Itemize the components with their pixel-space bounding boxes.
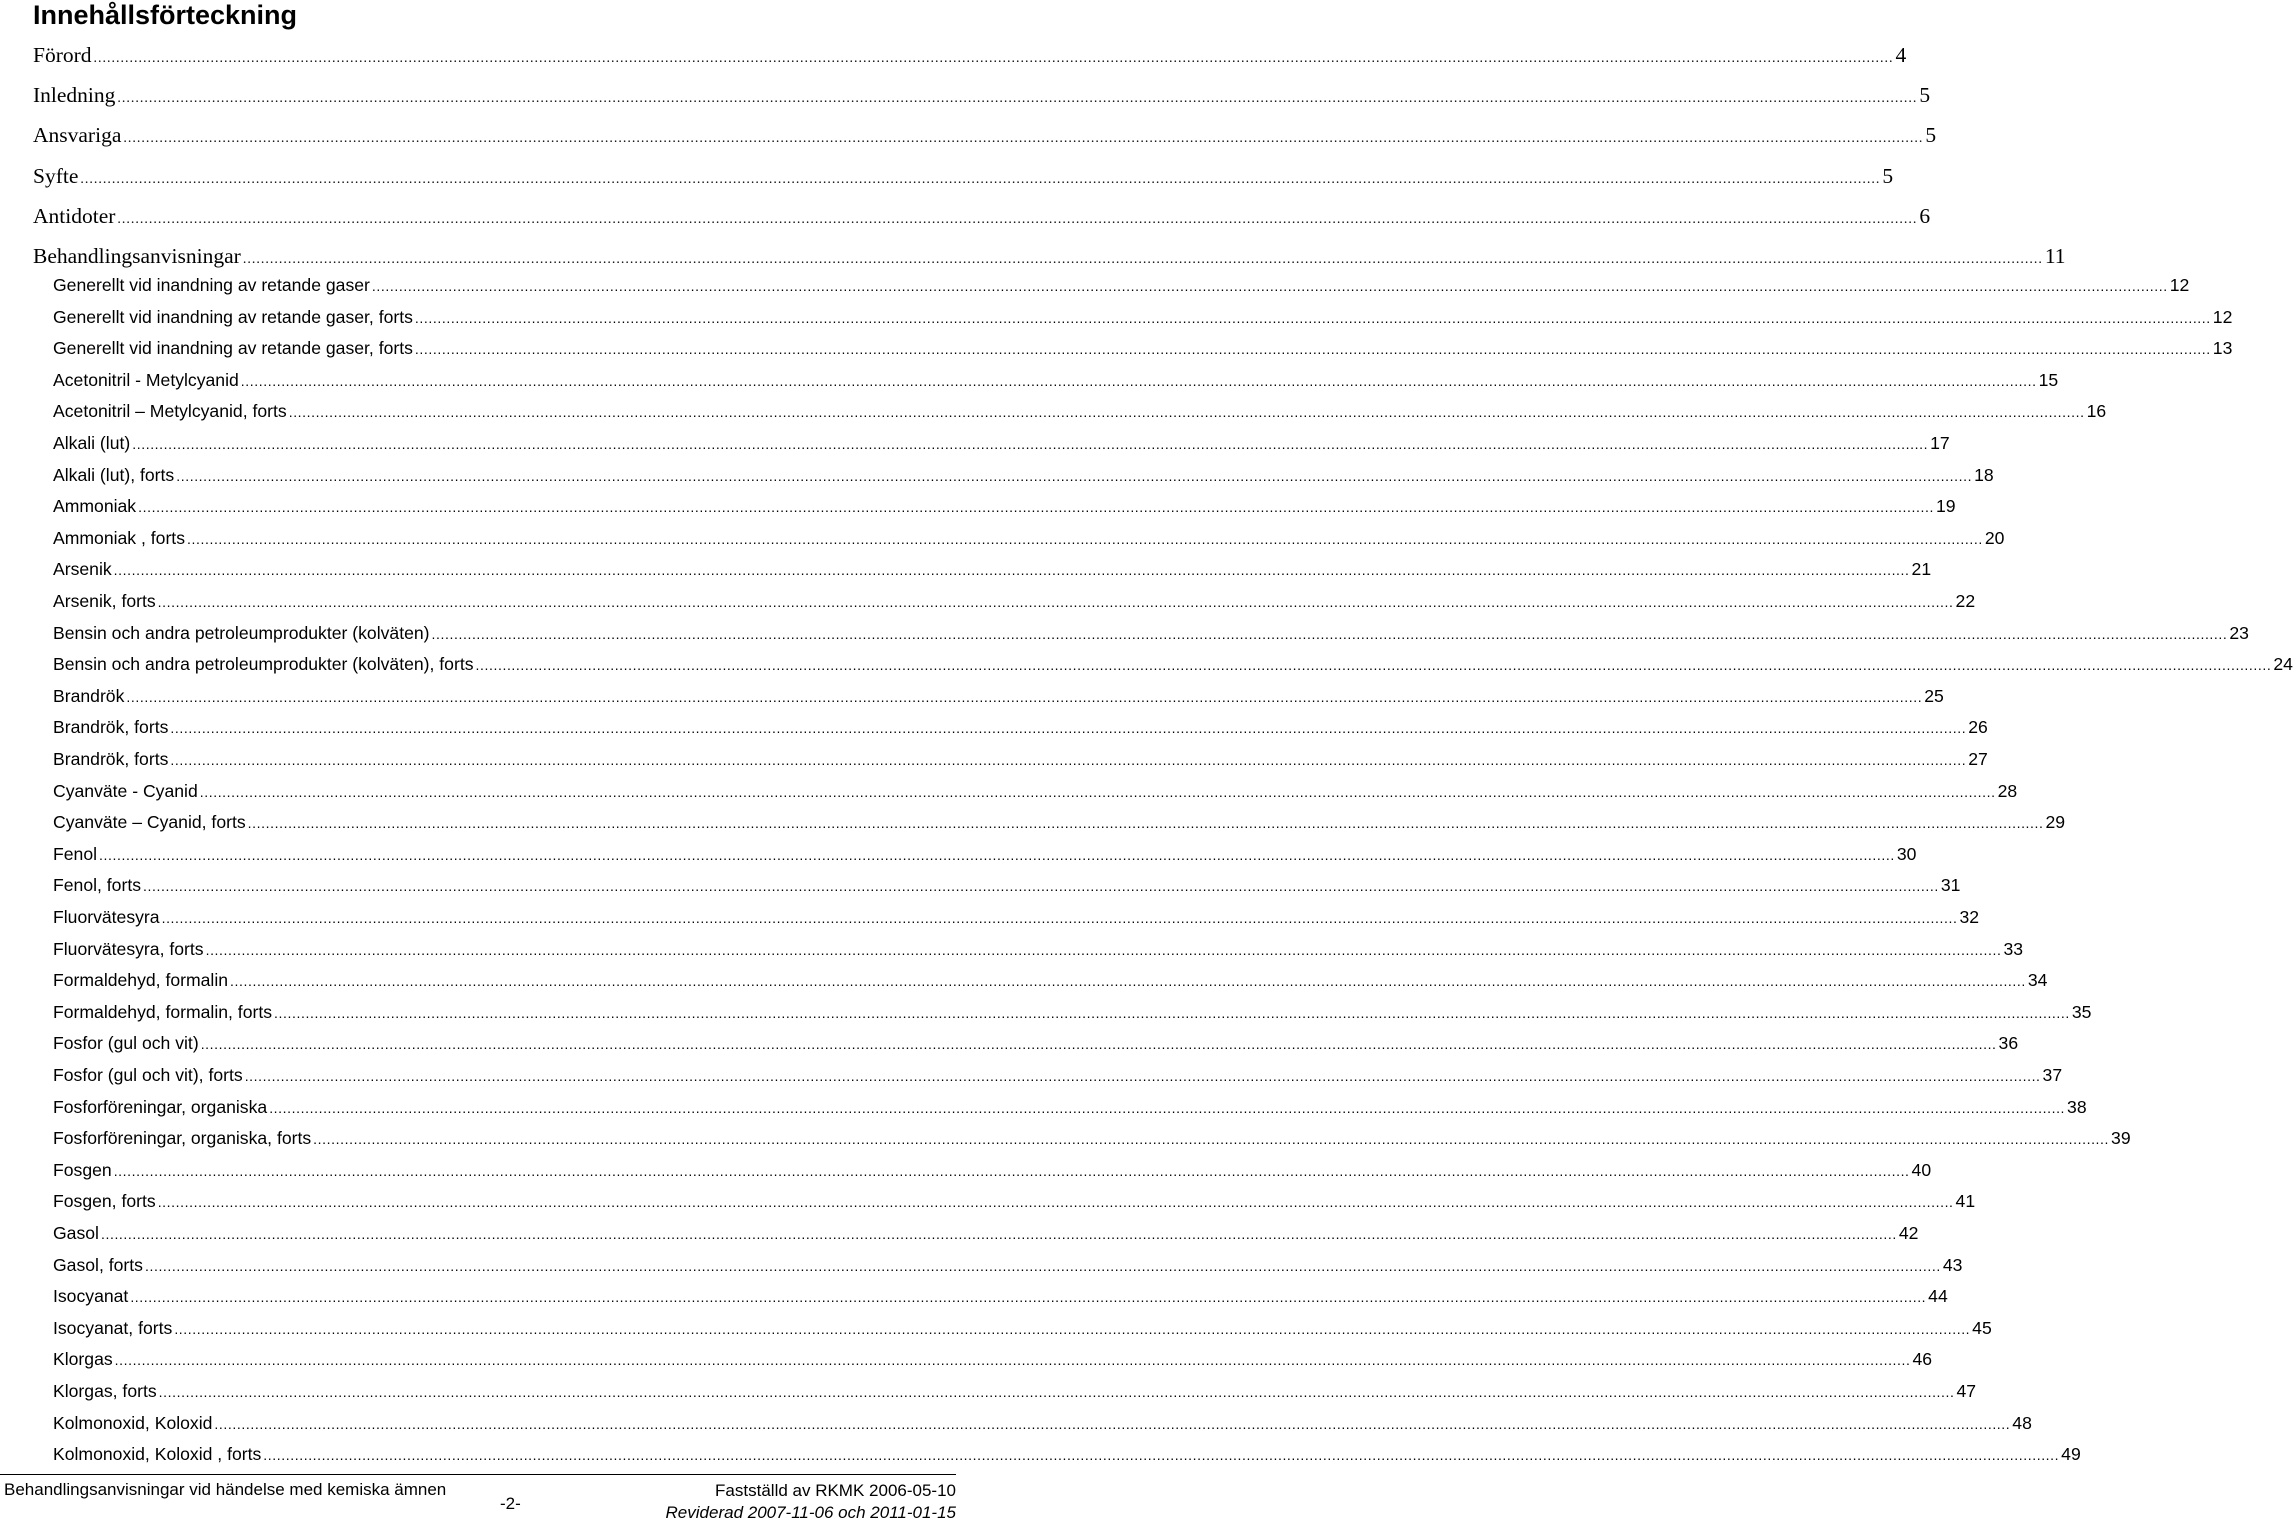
toc-entry[interactable] xyxy=(53,747,1988,771)
toc-entry[interactable] xyxy=(53,1031,2019,1055)
toc-dot-leader: ................................................................................................................................................................................................................................................................................................................................................................................................................ xyxy=(80,171,1881,187)
toc-entry-title: Alkali (lut), forts xyxy=(53,464,175,485)
toc-entry-title: Kolmonoxid, Koloxid xyxy=(53,1412,213,1433)
toc-entry-page: 39 xyxy=(2111,1128,2131,1149)
toc-entry[interactable] xyxy=(53,842,1917,866)
toc-entry[interactable] xyxy=(53,336,2233,360)
toc-entry-title: Bensin och andra petroleumprodukter (kolväten), forts xyxy=(53,654,474,675)
toc-dot-leader: ................................................................................................................................................................................................................................................................................................................................................................................................................ xyxy=(117,211,1918,227)
footer-divider xyxy=(0,1474,956,1475)
toc-entry[interactable] xyxy=(53,431,1950,455)
toc-entry-page: 24 xyxy=(2273,654,2293,675)
toc-entry-page: 11 xyxy=(2044,244,2066,268)
toc-entry-title: Generellt vid inandning av retande gaser xyxy=(53,275,370,295)
toc-entry[interactable] xyxy=(53,779,2018,803)
toc-entry-title: Fosgen xyxy=(53,1159,112,1180)
toc-entry-page: 41 xyxy=(1955,1191,1976,1212)
toc-entry[interactable] xyxy=(53,1411,2032,1435)
toc-dot-leader: ................................................................................................................................................................................................................................................................................................................................................................................................................ xyxy=(288,404,2085,421)
toc-entry-title: Fluorvätesyra, forts xyxy=(53,938,204,959)
toc-dot-leader: ................................................................................................................................................................................................................................................................................................................................................................................................................ xyxy=(247,815,2044,832)
toc-entry-title: Arsenik, forts xyxy=(53,591,156,611)
toc-entry-page: 40 xyxy=(1911,1159,1932,1180)
toc-entry-title: Bensin och andra petroleumprodukter (kolväten) xyxy=(53,622,430,643)
toc-entry-title: Alkali (lut) xyxy=(53,433,131,453)
toc-entry[interactable] xyxy=(33,120,1937,150)
toc-entry-page: 44 xyxy=(1928,1286,1948,1307)
toc-entry-page: 31 xyxy=(1940,875,1961,896)
toc-dot-leader: ................................................................................................................................................................................................................................................................................................................................................................................................................ xyxy=(200,1036,1997,1053)
toc-entry-page: 29 xyxy=(2045,812,2066,833)
toc-dot-leader: ................................................................................................................................................................................................................................................................................................................................................................................................................ xyxy=(117,91,1918,107)
footer-established-date: Fastställd av RKMK 2006-05-10 xyxy=(715,1481,956,1500)
toc-entry-page: 42 xyxy=(1898,1223,1919,1243)
toc-entry-title: Isocyanat, forts xyxy=(53,1317,173,1338)
toc-entry-page: 32 xyxy=(1959,907,1980,927)
toc-entry[interactable] xyxy=(53,273,2190,297)
toc-dot-leader: ................................................................................................................................................................................................................................................................................................................................................................................................................ xyxy=(123,131,1924,147)
toc-entry-title: Fenol, forts xyxy=(53,875,142,896)
toc-dot-leader: ................................................................................................................................................................................................................................................................................................................................................................................................................ xyxy=(414,341,2211,358)
toc-entry-page: 5 xyxy=(1919,83,1931,108)
toc-entry[interactable] xyxy=(53,1316,1992,1340)
toc-entry[interactable] xyxy=(33,201,1931,231)
toc-entry-page: 30 xyxy=(1896,843,1917,864)
toc-dot-leader: ................................................................................................................................................................................................................................................................................................................................................................................................................ xyxy=(431,625,2228,642)
toc-entry-page: 27 xyxy=(1968,749,1988,769)
page-title: Innehållsförteckning xyxy=(33,0,298,30)
toc-dot-leader: ................................................................................................................................................................................................................................................................................................................................................................................................................ xyxy=(100,1226,1897,1242)
toc-dot-leader: ................................................................................................................................................................................................................................................................................................................................................................................................................ xyxy=(274,1004,2070,1021)
toc-dot-leader: ................................................................................................................................................................................................................................................................................................................................................................................................................ xyxy=(187,530,1983,547)
toc-dot-leader: ................................................................................................................................................................................................................................................................................................................................................................................................................ xyxy=(313,1131,2110,1148)
toc-entry-page: 22 xyxy=(1955,591,1976,611)
toc-entry[interactable] xyxy=(53,1158,1932,1182)
toc-entry-title: Gasol xyxy=(53,1223,99,1243)
toc-dot-leader: ................................................................................................................................................................................................................................................................................................................................................................................................................ xyxy=(414,309,2211,326)
toc-entry[interactable] xyxy=(33,241,2066,271)
toc-dot-leader: ................................................................................................................................................................................................................................................................................................................................................................................................................ xyxy=(214,1415,2011,1432)
toc-entry-title: Antidoter xyxy=(33,203,116,228)
toc-entry-title: Fluorvätesyra xyxy=(53,907,160,927)
toc-dot-leader: ................................................................................................................................................................................................................................................................................................................................................................................................................ xyxy=(130,1289,1927,1306)
toc-entry-title: Acetonitril – Metylcyanid, forts xyxy=(53,401,287,422)
toc-entry-title: Klorgas, forts xyxy=(53,1381,157,1401)
toc-dot-leader: ................................................................................................................................................................................................................................................................................................................................................................................................................ xyxy=(475,657,2272,674)
toc-entry-title: Cyanväte – Cyanid, forts xyxy=(53,812,246,833)
toc-entry-page: 28 xyxy=(1997,780,2018,801)
toc-dot-leader: ................................................................................................................................................................................................................................................................................................................................................................................................................ xyxy=(240,372,2037,389)
toc-dot-leader: ................................................................................................................................................................................................................................................................................................................................................................................................................ xyxy=(242,252,2043,267)
toc-dot-leader: ................................................................................................................................................................................................................................................................................................................................................................................................................ xyxy=(158,1384,1955,1400)
toc-dot-leader: ................................................................................................................................................................................................................................................................................................................................................................................................................ xyxy=(170,752,1967,768)
toc-entry[interactable] xyxy=(53,399,2107,423)
toc-entry-page: 19 xyxy=(1935,496,1956,517)
toc-dot-leader: ................................................................................................................................................................................................................................................................................................................................................................................................................ xyxy=(113,562,1910,579)
toc-entry-title: Generellt vid inandning av retande gaser, forts xyxy=(53,338,413,359)
toc-dot-leader: ................................................................................................................................................................................................................................................................................................................................................................................................................ xyxy=(144,1257,1941,1274)
toc-entry-title: Fenol xyxy=(53,843,98,864)
toc-entry[interactable] xyxy=(53,652,2293,676)
toc-entry-title: Gasol, forts xyxy=(53,1254,143,1275)
toc-entry[interactable] xyxy=(33,161,1894,191)
toc-entry[interactable] xyxy=(53,1189,1976,1213)
toc-entry-title: Brandrök xyxy=(53,685,125,706)
toc-dot-leader: ................................................................................................................................................................................................................................................................................................................................................................................................................ xyxy=(99,846,1895,863)
toc-entry-page: 21 xyxy=(1911,559,1932,580)
toc-dot-leader: ................................................................................................................................................................................................................................................................................................................................................................................................................ xyxy=(132,436,1929,452)
toc-entry[interactable] xyxy=(53,1442,2081,1466)
toc-entry[interactable] xyxy=(53,557,1932,581)
toc-dot-leader: ................................................................................................................................................................................................................................................................................................................................................................................................................ xyxy=(174,1320,1971,1337)
toc-entry-page: 46 xyxy=(1912,1349,1933,1370)
toc-entry-page: 5 xyxy=(1925,123,1937,148)
toc-dot-leader: ................................................................................................................................................................................................................................................................................................................................................................................................................ xyxy=(230,973,2026,990)
toc-entry[interactable] xyxy=(53,810,2066,834)
footer-page-number: -2- xyxy=(500,1494,521,1513)
toc-entry-page: 48 xyxy=(2012,1412,2032,1433)
toc-entry-page: 38 xyxy=(2067,1096,2087,1117)
toc-entry[interactable] xyxy=(53,494,1956,518)
footer-revision-info xyxy=(666,1480,956,1524)
toc-entry[interactable] xyxy=(53,968,2048,992)
toc-dot-leader: ................................................................................................................................................................................................................................................................................................................................................................................................................ xyxy=(157,1194,1954,1211)
toc-entry-page: 35 xyxy=(2071,1001,2092,1022)
toc-entry[interactable] xyxy=(53,684,1944,708)
toc-entry-page: 17 xyxy=(1930,433,1950,453)
toc-dot-leader: ................................................................................................................................................................................................................................................................................................................................................................................................................ xyxy=(138,499,1934,516)
toc-entry[interactable] xyxy=(53,937,2024,961)
toc-entry[interactable] xyxy=(53,1095,2087,1119)
toc-entry-title: Fosgen, forts xyxy=(53,1191,156,1212)
footer-revised-date: Reviderad 2007-11-06 och 2011-01-15 xyxy=(665,1503,956,1522)
toc-entry-title: Ammoniak , forts xyxy=(53,527,185,548)
toc-entry[interactable] xyxy=(53,368,2059,392)
toc-entry-page: 20 xyxy=(1984,527,2005,548)
toc-entry-page: 13 xyxy=(2212,338,2233,359)
toc-entry[interactable] xyxy=(53,715,1988,739)
toc-dot-leader: ................................................................................................................................................................................................................................................................................................................................................................................................................ xyxy=(199,783,1996,800)
toc-entry[interactable] xyxy=(33,40,1907,70)
toc-entry-page: 16 xyxy=(2086,401,2107,422)
toc-entry-page: 34 xyxy=(2027,970,2048,991)
toc-entry-page: 23 xyxy=(2229,622,2249,643)
toc-dot-leader: ................................................................................................................................................................................................................................................................................................................................................................................................................ xyxy=(113,1162,1910,1179)
toc-entry-page: 26 xyxy=(1968,717,1988,738)
toc-entry-title: Fosfor (gul och vit) xyxy=(53,1033,199,1054)
toc-entry[interactable] xyxy=(53,526,2005,550)
toc-entry-page: 18 xyxy=(1974,464,1994,485)
toc-entry-page: 25 xyxy=(1924,685,1944,706)
toc-dot-leader: ................................................................................................................................................................................................................................................................................................................................................................................................................ xyxy=(161,910,1958,926)
toc-entry[interactable] xyxy=(53,1347,1933,1371)
toc-entry[interactable] xyxy=(53,1221,1919,1245)
toc-entry-page: 47 xyxy=(1956,1381,1977,1401)
toc-entry-page: 37 xyxy=(2042,1065,2063,1085)
toc-dot-leader: ................................................................................................................................................................................................................................................................................................................................................................................................................ xyxy=(143,878,1939,895)
toc-entry-title: Behandlingsanvisningar xyxy=(33,244,241,268)
toc-entry[interactable] xyxy=(53,463,1994,487)
toc-entry[interactable] xyxy=(53,1126,2131,1150)
toc-dot-leader: ................................................................................................................................................................................................................................................................................................................................................................................................................ xyxy=(244,1068,2041,1084)
toc-entry-title: Fosfor (gul och vit), forts xyxy=(53,1065,243,1085)
toc-entry-page: 43 xyxy=(1942,1254,1963,1275)
toc-dot-leader: ................................................................................................................................................................................................................................................................................................................................................................................................................ xyxy=(93,51,1894,66)
toc-entry-title: Acetonitril - Metylcyanid xyxy=(53,369,239,390)
toc-entry-title: Syfte xyxy=(33,163,79,188)
toc-dot-leader: ................................................................................................................................................................................................................................................................................................................................................................................................................ xyxy=(170,720,1967,737)
toc-entry-page: 5 xyxy=(1882,163,1894,188)
toc-entry-title: Arsenik xyxy=(53,559,112,580)
toc-entry-page: 12 xyxy=(2212,306,2233,327)
toc-entry-title: Förord xyxy=(33,43,92,67)
toc-entry[interactable] xyxy=(53,1379,1977,1403)
toc-dot-leader: ................................................................................................................................................................................................................................................................................................................................................................................................................ xyxy=(205,941,2002,958)
toc-entry-title: Cyanväte - Cyanid xyxy=(53,780,198,801)
toc-entry-title: Isocyanat xyxy=(53,1286,129,1307)
toc-entry-page: 33 xyxy=(2003,938,2024,959)
toc-dot-leader: ................................................................................................................................................................................................................................................................................................................................................................................................................ xyxy=(269,1099,2066,1116)
toc-entry[interactable] xyxy=(53,305,2233,329)
toc-dot-leader: ................................................................................................................................................................................................................................................................................................................................................................................................................ xyxy=(126,688,1923,705)
toc-entry-title: Fosforföreningar, organiska, forts xyxy=(53,1128,312,1149)
toc-entry-title: Inledning xyxy=(33,83,116,108)
toc-entry-page: 15 xyxy=(2038,369,2059,390)
toc-entry[interactable] xyxy=(53,873,1961,897)
toc-entry[interactable] xyxy=(53,905,1980,929)
toc-entry-title: Kolmonoxid, Koloxid , forts xyxy=(53,1444,262,1465)
toc-entry-page: 6 xyxy=(1919,203,1931,228)
toc-entry-title: Brandrök, forts xyxy=(53,749,169,769)
toc-entry-page: 49 xyxy=(2061,1444,2081,1465)
toc-entry-page: 12 xyxy=(2169,275,2190,295)
toc-entry-page: 36 xyxy=(1998,1033,2019,1054)
toc-entry-page: 45 xyxy=(1972,1317,1992,1338)
toc-entry-title: Generellt vid inandning av retande gaser, forts xyxy=(53,306,413,327)
toc-entry[interactable] xyxy=(33,80,1931,110)
toc-entry-title: Formaldehyd, formalin, forts xyxy=(53,1001,273,1022)
toc-entry-title: Formaldehyd, formalin xyxy=(53,970,229,991)
toc-entry[interactable] xyxy=(53,1000,2092,1024)
toc-dot-leader: ................................................................................................................................................................................................................................................................................................................................................................................................................ xyxy=(263,1447,2060,1464)
footer-document-title: Behandlingsanvisningar vid händelse med kemiska ämnen xyxy=(4,1480,447,1499)
toc-entry-title: Ansvariga xyxy=(33,123,122,148)
toc-entry-title: Klorgas xyxy=(53,1349,113,1370)
toc-dot-leader: ................................................................................................................................................................................................................................................................................................................................................................................................................ xyxy=(176,467,1973,484)
toc-entry-title: Fosforföreningar, organiska xyxy=(53,1096,268,1117)
toc-entry[interactable] xyxy=(53,589,1976,613)
toc-entry-page: 4 xyxy=(1895,43,1907,67)
toc-entry[interactable] xyxy=(53,1253,1963,1277)
toc-entry[interactable] xyxy=(53,1284,1948,1308)
toc-entry[interactable] xyxy=(53,1063,2063,1087)
toc-entry-title: Brandrök, forts xyxy=(53,717,169,738)
toc-dot-leader: ................................................................................................................................................................................................................................................................................................................................................................................................................ xyxy=(114,1352,1911,1369)
toc-dot-leader: ................................................................................................................................................................................................................................................................................................................................................................................................................ xyxy=(157,594,1954,610)
toc-entry-title: Ammoniak xyxy=(53,496,137,517)
toc-dot-leader: ................................................................................................................................................................................................................................................................................................................................................................................................................ xyxy=(371,278,2168,294)
toc-entry[interactable] xyxy=(53,621,2249,645)
